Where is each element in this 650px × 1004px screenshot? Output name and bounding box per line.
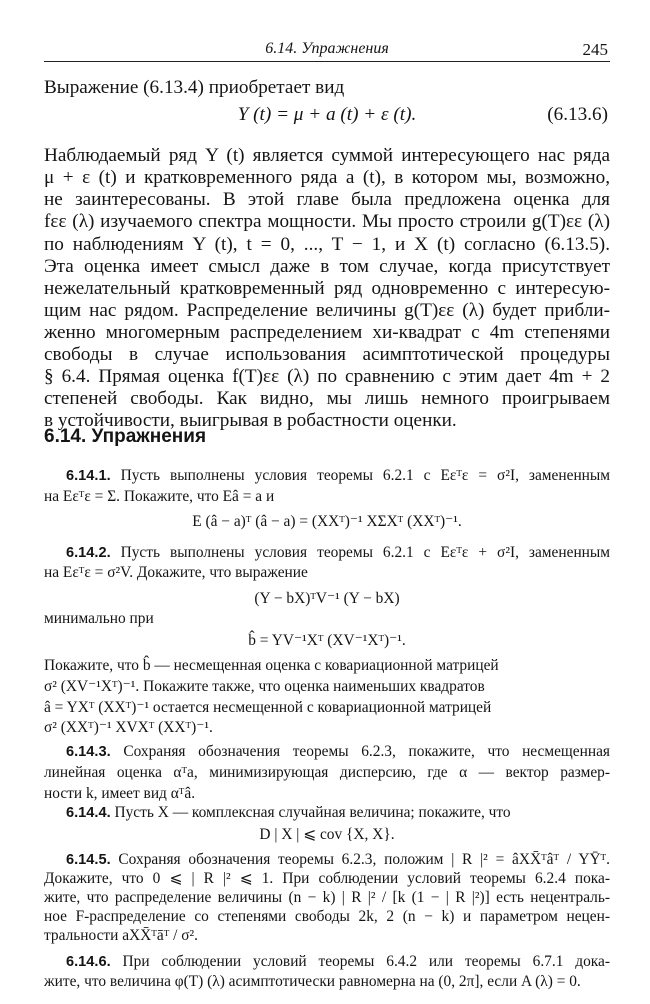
paragraph-line: μ + ε (t) и кратковременного ряда a (t), в котором мы, возможно, bbox=[44, 167, 610, 188]
exercise-text: ное F-распределение со степенями свободы 2k, 2 (n − k) и параметром нецен- bbox=[44, 908, 610, 925]
exercise-6-14-6 bbox=[66, 952, 610, 972]
paragraph-line: fεε (λ) изучаемого спектра мощности. Мы просто строили g(T)εε (λ) bbox=[44, 211, 610, 232]
exercise-text: тральности aXX̄ᵀāᵀ / σ². bbox=[44, 927, 199, 944]
paragraph-line: женно многомерным распределением хи-квадрат с 4m степенями bbox=[44, 322, 610, 343]
exercise-text: â = YXᵀ (XXᵀ)⁻¹ остается несмещенной с ковариационной матрицей bbox=[44, 699, 492, 716]
paragraph-line: не заинтересованы. В этой главе была предложена оценка для bbox=[44, 189, 610, 210]
exercise-text: линейная оценка αᵀa, минимизирующая дисперсию, где α — вектор размер- bbox=[44, 764, 610, 781]
page-number: 245 bbox=[582, 40, 608, 59]
exercise-text: Сохраняя обозначения теоремы 6.2.3, положим | R |² = âXX̄ᵀâᵀ / YȲᵀ. bbox=[118, 851, 610, 868]
exercise-label: 6.14.3. bbox=[66, 744, 111, 760]
exercise-text: жите, что распределение величины (n − k) | R |² / [k (1 − | R |²)] есть нецентраль- bbox=[44, 889, 610, 906]
exercise-formula: E (â − a)ᵀ (â − a) = (XXᵀ)⁻¹ XΣXᵀ (XXᵀ)⁻¹. bbox=[192, 513, 462, 530]
exercise-formula: (Y − bX)ᵀV⁻¹ (Y − bX) bbox=[254, 590, 400, 607]
exercise-label: 6.14.4. bbox=[66, 805, 111, 821]
exercise-text: на Eεᵀε = Σ. Покажите, что Eâ = a и bbox=[44, 488, 275, 505]
exercise-text: σ² (XXᵀ)⁻¹ XVXᵀ (XXᵀ)⁻¹. bbox=[44, 719, 213, 736]
exercise-6-14-1 bbox=[66, 466, 610, 486]
exercise-label: 6.14.1. bbox=[66, 468, 111, 484]
exercise-text: жите, что величина φ(T) (λ) асимптотически равномерна на (0, 2π], если A (λ) = 0. bbox=[44, 973, 581, 990]
exercise-text: Докажите, что 0 ⩽ | R |² ⩽ 1. При соблюдении условий теоремы 6.2.4 пока- bbox=[44, 870, 610, 887]
section-heading: 6.14. Упражнения bbox=[44, 426, 207, 447]
paragraph-line: свободы в случае использования асимптотической процедуры bbox=[44, 344, 610, 365]
intro-line: Выражение (6.13.4) приобретает вид bbox=[44, 77, 345, 98]
exercise-text: Покажите, что b̂ — несмещенная оценка с ковариационной матрицей bbox=[44, 657, 499, 674]
paragraph-line: Наблюдаемый ряд Y (t) является суммой интересующего нас ряда bbox=[44, 145, 610, 166]
exercise-text: на Eεᵀε = σ²V. Докажите, что выражение bbox=[44, 564, 308, 581]
paragraph-line: нежелательный кратковременный ряд одновременно с интересую- bbox=[44, 278, 610, 299]
paragraph-line: степеней свободы. Как видно, мы лишь немного проигрываем bbox=[44, 388, 610, 409]
exercise-label: 6.14.5. bbox=[66, 852, 111, 868]
paragraph-line: щим нас рядом. Распределение величины g(T)εε (λ) будет прибли- bbox=[44, 300, 610, 321]
equation-formula: Y (t) = μ + a (t) + ε (t). bbox=[237, 104, 417, 125]
exercise-text: σ² (XV⁻¹Xᵀ)⁻¹. Покажите также, что оценка наименьших квадратов bbox=[44, 678, 485, 695]
exercise-formula: D | X | ⩽ cov {X, X}. bbox=[259, 826, 395, 843]
paragraph-line: в устойчивости, выигрывая в робастности оценки. bbox=[44, 410, 457, 431]
exercise-6-14-2 bbox=[66, 543, 610, 563]
exercise-text: Пусть выполнены условия теоремы 6.2.1 с Eεᵀε + σ²I, замененным bbox=[120, 544, 610, 561]
paragraph-line: по наблюдениям Y (t), t = 0, ..., T − 1, и X (t) согласно (6.13.5). bbox=[44, 234, 610, 255]
exercise-6-14-5 bbox=[66, 850, 610, 870]
exercise-text: Пусть выполнены условия теоремы 6.2.1 с Eεᵀε = σ²I, замененным bbox=[120, 467, 610, 484]
exercise-text: Сохраняя обозначения теоремы 6.2.3, покажите, что несмещенная bbox=[123, 743, 610, 760]
exercise-label: 6.14.6. bbox=[66, 954, 111, 970]
equation-number: (6.13.6) bbox=[547, 104, 608, 125]
paragraph-line: Эта оценка имеет смысл даже в том случае, когда присутствует bbox=[44, 256, 610, 277]
exercise-text: ности k, имеет вид αᵀâ. bbox=[44, 785, 196, 802]
header-rule bbox=[44, 61, 610, 62]
paragraph-line: § 6.4. Прямая оценка f(T)εε (λ) по сравнению с этим дает 4m + 2 bbox=[44, 366, 610, 387]
exercise-text: минимально при bbox=[44, 610, 154, 627]
exercise-6-14-4 bbox=[66, 803, 610, 823]
exercise-formula: b̂ = YV⁻¹Xᵀ (XV⁻¹Xᵀ)⁻¹. bbox=[248, 632, 406, 649]
exercise-text: Пусть X — комплексная случайная величина; покажите, что bbox=[114, 804, 511, 821]
exercise-6-14-3 bbox=[66, 742, 610, 762]
exercise-text: При соблюдении условий теоремы 6.4.2 или теоремы 6.7.1 дока- bbox=[122, 953, 610, 970]
header-title: 6.14. Упражнения bbox=[265, 40, 389, 57]
running-header bbox=[44, 38, 610, 62]
exercise-label: 6.14.2. bbox=[66, 545, 111, 561]
